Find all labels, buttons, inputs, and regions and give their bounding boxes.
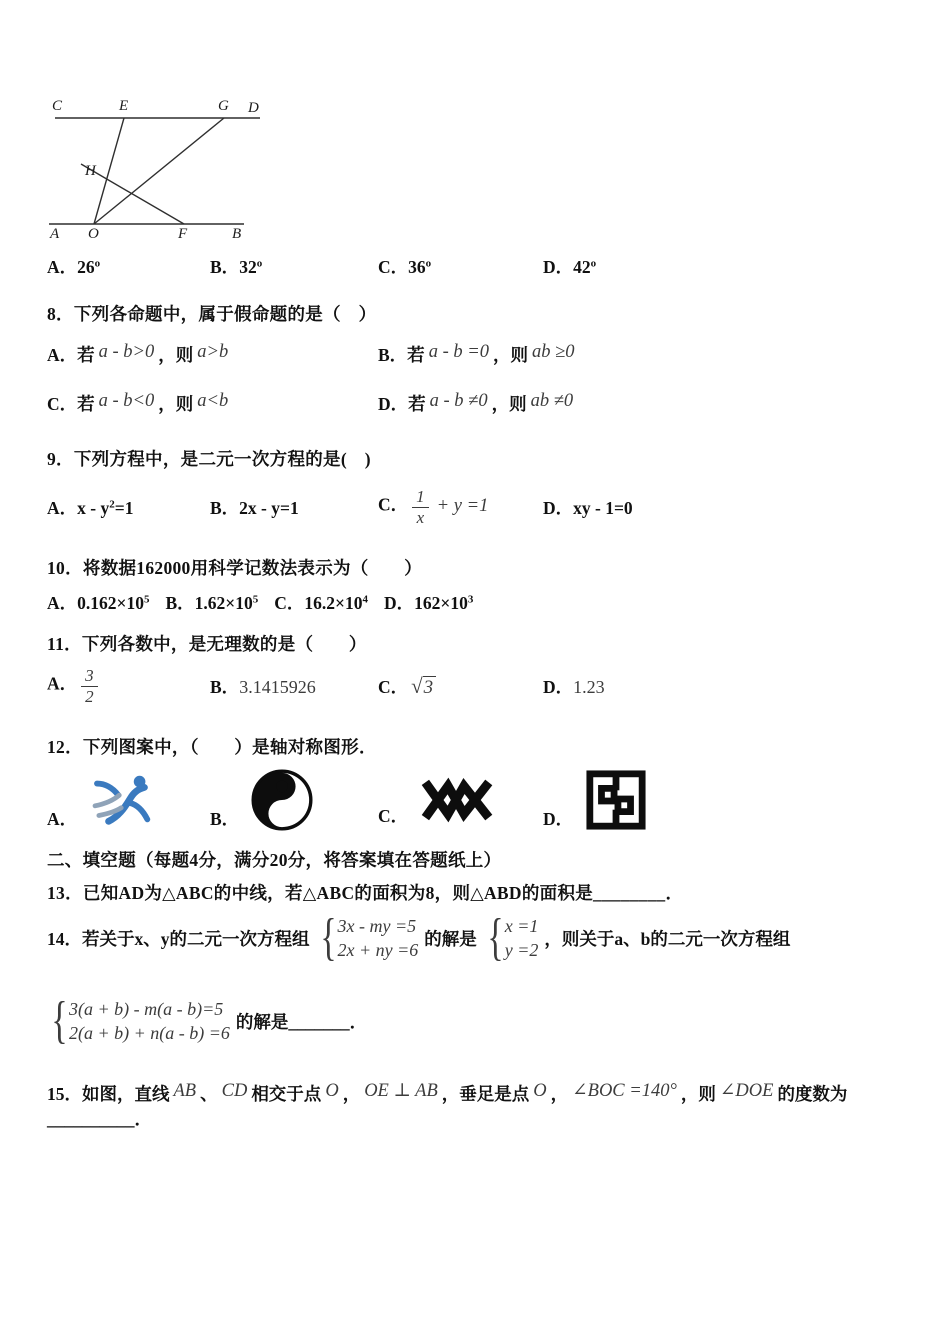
option-label: C． (378, 257, 409, 277)
system-rows (505, 916, 539, 961)
q15-cn: 15．如图，直线 (47, 1083, 170, 1104)
q15-cn: ， (342, 1083, 361, 1104)
point-label-E: E (119, 98, 129, 114)
equation: 2(a + b) + n(a - b) =6 (68, 1022, 230, 1043)
exponent: 3 (467, 593, 474, 606)
segment-OG (94, 118, 224, 224)
runner-logo-icon (89, 769, 165, 831)
point-label-G: G (218, 98, 229, 114)
q12-option-c (378, 772, 543, 828)
option-value: 36 (408, 257, 426, 277)
q15-cn: 、 (200, 1083, 218, 1104)
math-OE-perp-AB: OE ⊥ AB (364, 1080, 438, 1101)
math-expression: a<b (197, 391, 229, 411)
square-root (411, 673, 436, 698)
equation: x =1 (504, 916, 539, 937)
option-label: C． (378, 494, 409, 515)
q9-option-b (210, 495, 378, 520)
math-expression: a - b<0 (98, 391, 155, 411)
option-label: A． (47, 257, 78, 277)
option-value: 32 (239, 257, 257, 277)
math-O: O (325, 1080, 339, 1101)
q10-option-d (384, 590, 473, 615)
math-expression: + y =1 (436, 495, 489, 516)
q9-option-d (543, 495, 912, 520)
left-brace: { (51, 991, 68, 1049)
q10-option-c (274, 590, 368, 615)
q14-end: 的解是_______． (235, 1011, 368, 1032)
q10-option-b (166, 590, 259, 615)
option-text: D．xy - 1=0 (543, 497, 633, 518)
point-label-O: O (88, 226, 99, 240)
q15-cn: 的度数为__________． (47, 1083, 848, 1129)
option-text: A．0.162×10 (47, 593, 144, 614)
option-mid: ，则 (491, 394, 527, 414)
option-mid: ，则 (158, 345, 194, 365)
option-value: 3.1415926 (239, 676, 316, 697)
math-AB: AB (173, 1080, 197, 1101)
fraction-numerator: 1 (412, 487, 429, 508)
q11-option-d (543, 674, 912, 699)
section2-heading: 二、填空题（每题4分，满分20分，将答案填在答题纸上） (47, 850, 502, 871)
q15-cn: ，垂足是点 (441, 1083, 530, 1104)
q15-cn: ，则 (680, 1083, 716, 1104)
math-expression: a - b>0 (98, 342, 155, 362)
degree-superscript: o (256, 257, 263, 270)
degree-superscript: o (425, 257, 432, 270)
option-label: B． (210, 257, 240, 277)
fraction-denominator: 2 (85, 686, 94, 706)
left-brace: { (319, 909, 337, 967)
option-value: 1.23 (573, 676, 605, 697)
math-CD: CD (221, 1080, 248, 1101)
option-label: D．若 (378, 394, 426, 414)
q11-options (47, 666, 912, 706)
system-rows (337, 916, 418, 961)
q11-option-a (47, 666, 210, 706)
equation-system-3 (47, 991, 230, 1049)
q11-option-b (210, 674, 378, 699)
option-mid: ，则 (158, 394, 194, 414)
radicand: 3 (423, 676, 437, 698)
option-text: =1 (114, 497, 134, 518)
q8-stem: 8．下列各命题中，属于假命题的是（ ） (47, 304, 377, 324)
option-text: B．2x - y=1 (210, 497, 299, 518)
q7-option-a (47, 254, 210, 279)
q9-option-a (47, 495, 210, 520)
equation: 3x - my =5 (337, 916, 417, 937)
system-rows (69, 999, 230, 1044)
q11-stem: 11．下列各数中，是无理数的是（ ） (47, 634, 367, 655)
equation-system-2 (483, 909, 539, 967)
q7-option-b (210, 254, 378, 279)
option-text: B．1.62×10 (165, 593, 253, 614)
option-label: B．若 (378, 345, 425, 365)
equation: 3(a + b) - m(a - b)=5 (68, 998, 224, 1019)
math-expression: ab ≥0 (531, 342, 575, 362)
q8-option-a (47, 342, 378, 367)
q8-options-row1 (47, 342, 912, 367)
option-label: B． (210, 676, 240, 697)
q8-option-b (378, 342, 912, 367)
math-angle-DOE: ∠DOE (719, 1080, 774, 1101)
option-label: A．若 (47, 345, 95, 365)
math-O: O (533, 1080, 547, 1101)
option-text: D．162×10 (384, 593, 468, 614)
knot-pattern-icon (420, 772, 494, 828)
left-brace: { (487, 909, 504, 967)
maze-square-icon (585, 769, 647, 831)
option-label: B． (210, 809, 240, 830)
point-label-A: A (50, 226, 60, 240)
swirl-ornament-icon (251, 769, 313, 831)
radical-sign: √ (411, 673, 423, 698)
q13-text: 13．已知AD为△ABC的中线，若△ABC的面积为8，则△ABD的面积是________． (47, 883, 684, 904)
math-expression: ab ≠0 (530, 391, 574, 411)
equation: y =2 (504, 940, 539, 961)
option-label: A． (47, 673, 78, 694)
exponent: 2 (109, 498, 115, 511)
q10-options (47, 590, 912, 615)
exponent: 5 (252, 593, 259, 606)
segment-OE (94, 118, 124, 224)
fraction (81, 666, 98, 706)
q12-option-a (47, 769, 210, 831)
option-label: D． (543, 809, 574, 830)
math-expression: a>b (197, 342, 229, 362)
option-label: C．若 (47, 394, 95, 414)
q8-option-c (47, 391, 378, 416)
degree-superscript: o (94, 257, 101, 270)
q10-option-a (47, 590, 150, 615)
q9-option-c (378, 487, 543, 527)
point-label-C: C (52, 98, 63, 114)
q15-text (47, 1081, 912, 1131)
q8-option-d (378, 391, 912, 416)
fraction-numerator: 3 (81, 666, 98, 687)
q7-option-c (378, 254, 543, 279)
q12-stem: 12．下列图案中，（ ）是轴对称图形． (47, 737, 377, 758)
option-value: 42 (573, 257, 591, 277)
q14-tail: ，则关于a、b的二元一次方程组 (544, 929, 791, 950)
option-label: D． (543, 257, 574, 277)
math-angle-BOC: ∠BOC =140° (572, 1080, 677, 1101)
option-label: C． (378, 676, 409, 697)
point-label-F: F (178, 226, 188, 240)
fraction-denominator: x (416, 507, 425, 527)
option-mid: ，则 (492, 345, 528, 365)
q14-mid: 的解是 (424, 929, 477, 950)
q15-cn: 相交于点 (251, 1083, 322, 1104)
degree-superscript: o (590, 257, 597, 270)
q12-options (47, 769, 912, 831)
exponent: 5 (144, 593, 150, 606)
point-label-D: D (248, 100, 259, 116)
q10-stem: 10．将数据162000用科学记数法表示为（ ） (47, 558, 422, 579)
option-label: C． (378, 806, 409, 827)
q15-cn: ， (550, 1083, 569, 1104)
option-label: D． (543, 676, 574, 697)
q12-option-d (543, 769, 912, 831)
point-label-B: B (232, 226, 242, 240)
geometry-figure-q7 (47, 96, 272, 240)
q7-option-d (543, 254, 912, 279)
option-text: A．x - y (47, 497, 110, 518)
q9-stem: 9．下列方程中，是二元一次方程的是( ) (47, 449, 371, 469)
point-label-H: H (85, 163, 96, 179)
q7-options (47, 254, 912, 279)
fraction (412, 487, 429, 527)
q12-option-b (210, 769, 378, 831)
math-expression: a - b =0 (428, 342, 489, 362)
q14-line2 (47, 991, 912, 1049)
q11-option-c (378, 674, 543, 699)
q8-options-row2 (47, 391, 912, 416)
option-value: 26 (77, 257, 95, 277)
q9-options (47, 487, 912, 527)
option-label: A． (47, 809, 78, 830)
q14-lead: 14．若关于x、y的二元一次方程组 (47, 929, 310, 950)
option-text: C．16.2×10 (274, 593, 363, 614)
exponent: 4 (362, 593, 369, 606)
equation: 2x + ny =6 (337, 940, 419, 961)
equation-system-1 (316, 909, 419, 967)
math-expression: a - b ≠0 (429, 391, 488, 411)
q14-line1 (47, 909, 912, 967)
